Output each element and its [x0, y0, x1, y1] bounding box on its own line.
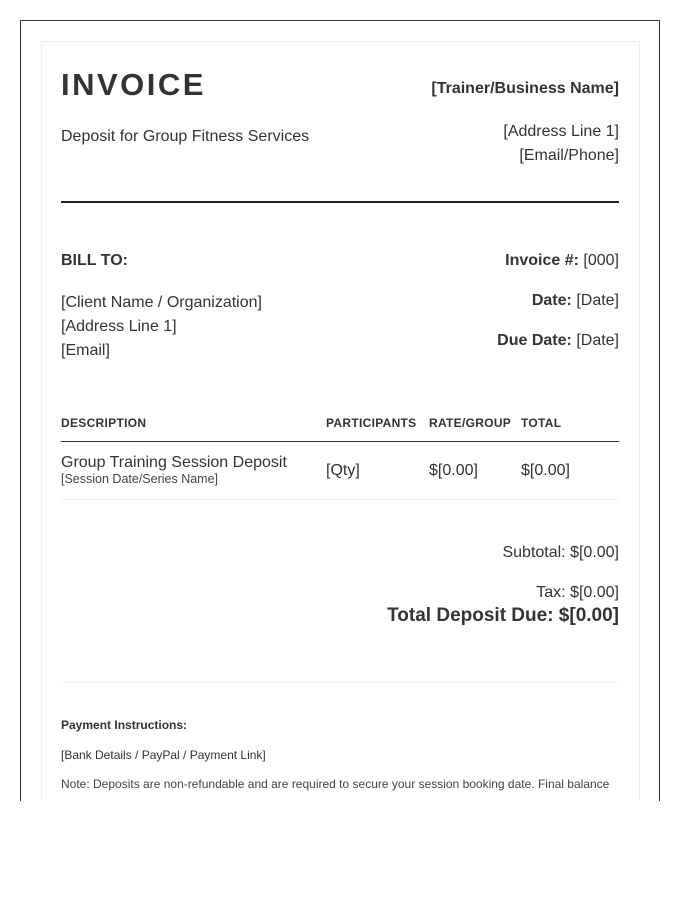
client-name: [Client Name / Organization]	[61, 294, 262, 311]
invoice-number	[505, 252, 619, 270]
invoice-date-label: Date:	[531, 292, 572, 309]
column-header-description: DESCRIPTION	[61, 416, 147, 430]
column-header-total: TOTAL	[521, 416, 562, 430]
invoice-number-value: [000]	[583, 252, 619, 269]
business-contact: [Email/Phone]	[519, 147, 619, 164]
payment-instructions-title: Payment Instructions:	[61, 718, 188, 732]
client-email: [Email]	[61, 342, 110, 359]
payment-details: [Bank Details / PayPal / Payment Link]	[61, 748, 266, 762]
tax: Tax: $[0.00]	[536, 584, 619, 601]
due-date-value: [Date]	[576, 332, 619, 349]
invoice-subtitle: Deposit for Group Fitness Services	[61, 128, 310, 145]
line-item-participants: [Qty]	[326, 462, 360, 479]
invoice-date	[532, 292, 619, 310]
invoice-number-label: Invoice #:	[505, 252, 579, 269]
subtotal: Subtotal: $[0.00]	[502, 544, 619, 561]
line-item-rate: $[0.00]	[429, 462, 478, 479]
bill-to-block	[61, 291, 262, 363]
column-header-participants: PARTICIPANTS	[326, 416, 417, 430]
table-row-divider	[61, 499, 619, 500]
client-address: [Address Line 1]	[61, 318, 177, 335]
due-date-label: Due Date:	[497, 332, 572, 349]
total-deposit-due: Total Deposit Due: $[0.00]	[387, 605, 619, 626]
footer-divider	[61, 682, 619, 683]
line-item-description: Group Training Session Deposit	[61, 454, 287, 471]
business-address-block	[503, 120, 619, 168]
line-item-detail: [Session Date/Series Name]	[61, 472, 219, 486]
due-date	[497, 332, 619, 350]
header-divider	[61, 201, 619, 203]
business-name: [Trainer/Business Name]	[431, 80, 619, 97]
table-header-divider	[61, 441, 619, 442]
column-header-rate: RATE/GROUP	[429, 416, 512, 430]
business-address: [Address Line 1]	[503, 123, 619, 140]
line-item-total: $[0.00]	[521, 462, 570, 479]
bill-to-label: BILL TO:	[61, 252, 128, 269]
document-page	[20, 20, 660, 801]
payment-note: Note: Deposits are non-refundable and are required to secure your session booking date. Final balance	[61, 777, 610, 791]
invoice-title: INVOICE	[61, 67, 206, 102]
invoice-date-value: [Date]	[576, 292, 619, 309]
